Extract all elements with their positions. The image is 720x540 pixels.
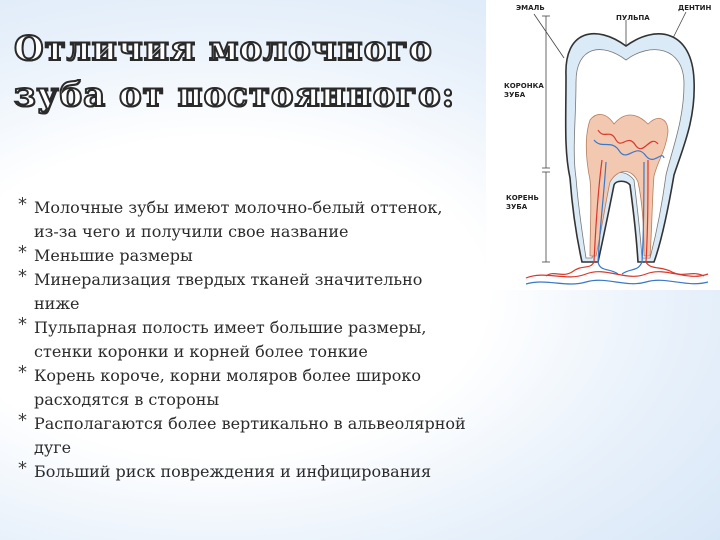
asterisk-icon: * xyxy=(18,410,27,431)
list-item: * Корень короче, корни моляров более широко расходятся в стороны xyxy=(18,362,422,409)
title-line-2: зуба от постоянного: xyxy=(14,75,456,115)
title-line-1: Отличия молочного xyxy=(14,29,433,69)
list-item: * Больший риск повреждения и инфицирования xyxy=(18,458,432,481)
asterisk-icon: * xyxy=(18,458,27,479)
bullet-list xyxy=(18,196,518,484)
label-crown: КОРОНКА ЗУБА xyxy=(504,82,544,99)
asterisk-icon: * xyxy=(18,242,27,263)
asterisk-icon: * xyxy=(18,194,27,215)
label-dentin: ДЕНТИН xyxy=(678,4,712,12)
asterisk-icon: * xyxy=(18,362,27,383)
tooth-illustration xyxy=(486,0,720,290)
label-pulp: ПУЛЬПА xyxy=(616,14,650,22)
asterisk-icon: * xyxy=(18,266,27,287)
list-item: * Пульпарная полость имеет большие размеры, стенки коронки и корней более тонкие xyxy=(18,314,427,361)
list-item: * Минерализация твердых тканей значительно ниже xyxy=(18,266,423,313)
list-item: * Меньшие размеры xyxy=(18,242,193,265)
label-root: КОРЕНЬ ЗУБА xyxy=(506,194,539,211)
asterisk-icon: * xyxy=(18,314,27,335)
list-item: * Располагаются более вертикально в альвеолярной дуге xyxy=(18,410,466,457)
tooth-diagram xyxy=(486,0,720,290)
page-title xyxy=(14,26,494,118)
label-enamel: ЭМАЛЬ xyxy=(516,4,545,12)
list-item: * Молочные зубы имеют молочно-белый оттенок, из-за чего и получили свое название xyxy=(18,194,443,241)
